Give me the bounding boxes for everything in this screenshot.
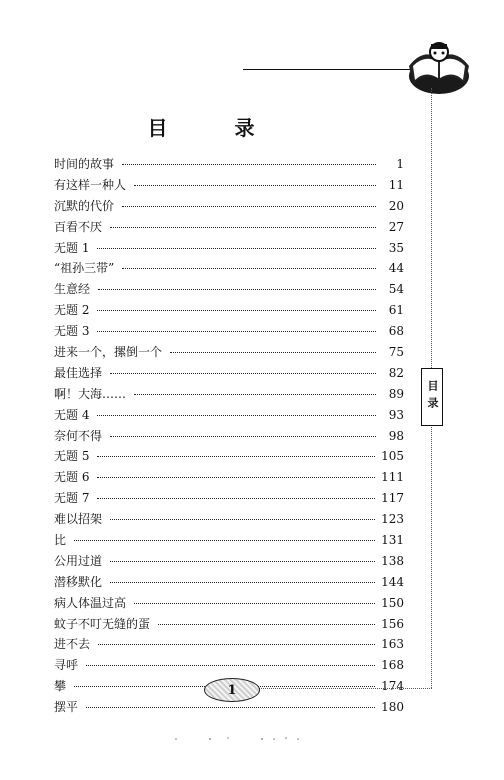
toc-entry-page: 54	[388, 282, 404, 297]
toc-entry-page: 82	[388, 365, 404, 380]
header-rule	[243, 69, 423, 70]
toc-entry[interactable]	[54, 488, 404, 509]
toc-entry-page: 27	[388, 219, 404, 234]
dot-leader	[134, 603, 375, 604]
toc-entry[interactable]	[54, 426, 404, 447]
toc-entry-page: 98	[388, 428, 404, 443]
dot-leader	[97, 477, 375, 478]
toc-entry[interactable]	[54, 467, 404, 488]
toc-entry-title: 进不去	[54, 637, 91, 652]
page-number-badge	[204, 678, 260, 702]
toc-entry[interactable]	[54, 363, 404, 384]
toc-entry-page: 1	[396, 157, 404, 171]
toc-entry-page: 168	[381, 658, 404, 673]
toc-entry-page: 111	[381, 470, 404, 485]
toc-entry-page: 75	[388, 345, 404, 360]
toc-entry[interactable]	[54, 384, 404, 405]
toc-entry-page: 163	[381, 637, 404, 652]
toc-entry[interactable]	[54, 196, 404, 217]
toc-entry-title: 最佳选择	[54, 365, 103, 380]
toc-entry[interactable]	[54, 446, 404, 467]
toc-entry-title: 无题 5	[54, 449, 90, 464]
dot-leader	[97, 415, 376, 416]
toc-entry[interactable]	[54, 342, 404, 363]
page-number: 1	[227, 682, 237, 698]
toc-entry-title: 摆平	[54, 700, 79, 715]
side-tab	[421, 368, 443, 426]
toc-entry[interactable]	[54, 405, 404, 426]
toc-entry[interactable]	[54, 300, 404, 321]
dot-leader	[134, 185, 376, 186]
toc-entry[interactable]	[54, 572, 404, 593]
toc-entry-page: 123	[381, 512, 404, 527]
toc-entry[interactable]	[54, 509, 404, 530]
toc-entry-page: 44	[388, 261, 404, 276]
dot-leader	[97, 456, 375, 457]
toc-entry-page: 105	[381, 449, 404, 464]
toc-entry-page: 180	[381, 700, 404, 715]
toc-entry-title: 难以招架	[54, 512, 103, 527]
toc-entry-title: 寻呼	[54, 658, 79, 673]
toc-entry-title: 潜移默化	[54, 574, 103, 589]
dot-leader	[110, 227, 376, 228]
toc-entry[interactable]	[54, 634, 404, 655]
toc-entry-title: 沉默的代价	[54, 198, 115, 213]
toc-entry[interactable]	[54, 551, 404, 572]
toc-entry-page: 138	[381, 553, 404, 568]
toc-entry-title: 比	[54, 533, 67, 548]
table-of-contents	[54, 154, 404, 718]
dot-leader	[98, 644, 375, 645]
dot-leader	[74, 540, 375, 541]
dot-leader	[158, 624, 375, 625]
page-title: 目 录	[147, 116, 285, 140]
toc-entry-page: 117	[381, 491, 404, 506]
toc-entry-title: 无题 3	[54, 324, 90, 339]
toc-entry-page: 61	[388, 303, 404, 318]
toc-entry[interactable]	[54, 175, 404, 196]
dot-leader	[134, 394, 376, 395]
dot-leader	[97, 331, 376, 332]
toc-entry-title: 无题 4	[54, 407, 90, 422]
toc-entry-title: 时间的故事	[54, 157, 115, 171]
footer-specks	[170, 736, 320, 742]
toc-entry-page: 144	[381, 574, 404, 589]
toc-entry-title: 蚊子不叮无缝的蛋	[54, 616, 151, 631]
dot-leader	[110, 519, 375, 520]
toc-entry[interactable]	[54, 154, 404, 175]
dot-leader	[86, 665, 375, 666]
toc-entry-title: 百看不厌	[54, 219, 103, 234]
reading-person-icon	[403, 36, 475, 98]
dot-leader	[98, 289, 376, 290]
dot-leader	[97, 310, 376, 311]
toc-entry-page: 68	[388, 324, 404, 339]
dot-leader	[110, 373, 376, 374]
toc-entry[interactable]	[54, 258, 404, 279]
toc-entry-title: 进来一个，摞倒一个	[54, 345, 163, 360]
toc-entry-title: 无题 2	[54, 303, 90, 318]
toc-entry-page: 131	[381, 533, 404, 548]
dot-leader	[110, 436, 376, 437]
toc-entry-page: 174	[381, 679, 404, 694]
toc-entry[interactable]	[54, 279, 404, 300]
bottom-dotted-rule	[258, 688, 432, 689]
toc-entry-title: 攀	[54, 679, 67, 694]
toc-entry[interactable]	[54, 614, 404, 635]
toc-entry[interactable]	[54, 655, 404, 676]
toc-entry-title: 有这样一种人	[54, 177, 127, 192]
toc-entry[interactable]	[54, 238, 404, 259]
side-tab-label: 目录	[426, 380, 439, 414]
dot-leader	[122, 164, 376, 165]
toc-entry-title: 无题 7	[54, 491, 90, 506]
toc-entry-title: 生意经	[54, 282, 91, 297]
toc-entry-title: 无题 1	[54, 240, 90, 255]
toc-entry-title: 无题 6	[54, 470, 90, 485]
toc-entry[interactable]	[54, 217, 404, 238]
toc-entry[interactable]	[54, 530, 404, 551]
toc-entry-page: 20	[388, 198, 404, 213]
toc-entry-page: 93	[388, 407, 404, 422]
dot-leader	[110, 561, 375, 562]
dot-leader	[97, 498, 375, 499]
toc-entry-title: 公用过道	[54, 553, 103, 568]
dot-leader	[170, 352, 376, 353]
toc-entry-title: “祖孙三带”	[54, 261, 115, 276]
toc-entry-page: 156	[381, 616, 404, 631]
toc-entry-title: 奈何不得	[54, 428, 103, 443]
toc-entry-page: 11	[388, 177, 404, 192]
toc-entry-page: 89	[388, 386, 404, 401]
toc-entry[interactable]	[54, 593, 404, 614]
toc-entry-page: 150	[381, 595, 404, 610]
toc-entry[interactable]	[54, 321, 404, 342]
dot-leader	[122, 268, 376, 269]
toc-entry-title: 啊！大海……	[54, 386, 127, 401]
dot-leader	[97, 248, 376, 249]
toc-entry-title: 病人体温过高	[54, 595, 127, 610]
dot-leader	[110, 582, 375, 583]
toc-entry-page: 35	[388, 240, 404, 255]
dot-leader	[86, 707, 375, 708]
dot-leader	[122, 206, 376, 207]
